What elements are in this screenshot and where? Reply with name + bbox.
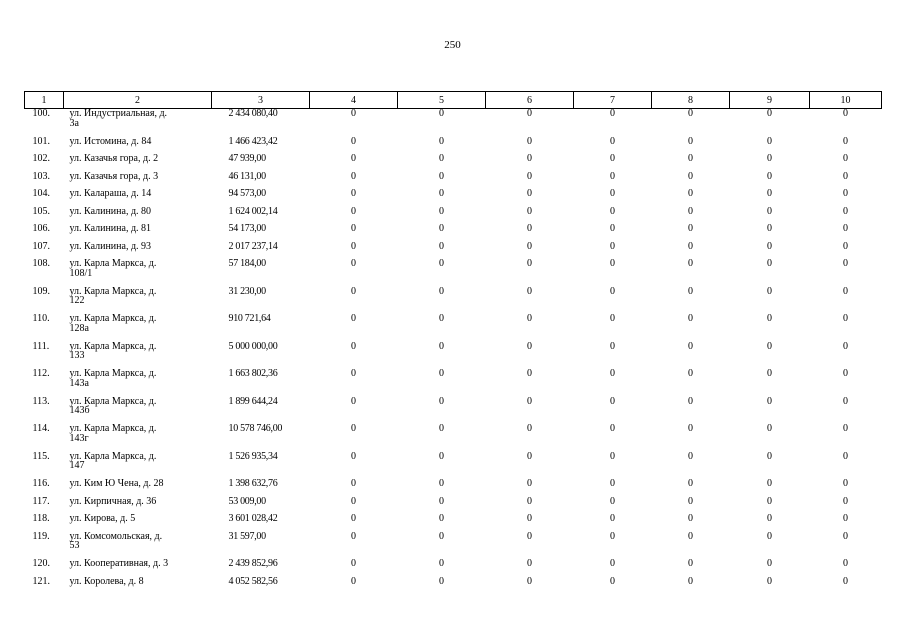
amount-cell: 2 017 237,14 bbox=[228, 240, 278, 252]
value-cell-6: 0 bbox=[527, 423, 532, 434]
value-cell-10: 0 bbox=[843, 285, 848, 297]
value-cell-7: 0 bbox=[610, 395, 615, 407]
value-cell-7: 0 bbox=[610, 495, 615, 507]
table-row bbox=[25, 342, 882, 370]
table-row bbox=[25, 532, 882, 560]
value-cell-10: 0 bbox=[843, 513, 848, 524]
value-cell-5: 0 bbox=[439, 478, 444, 489]
value-cell-9: 0 bbox=[767, 258, 772, 269]
row-number: 100. bbox=[32, 108, 50, 119]
value-cell-4: 0 bbox=[351, 205, 356, 217]
value-cell-10: 0 bbox=[843, 240, 848, 252]
value-cell-6: 0 bbox=[527, 478, 532, 489]
value-cell-10: 0 bbox=[843, 395, 848, 407]
value-cell-7: 0 bbox=[610, 108, 615, 119]
amount-cell: 47 939,00 bbox=[228, 153, 266, 164]
value-cell-10: 0 bbox=[843, 313, 848, 324]
value-cell-9: 0 bbox=[767, 478, 772, 489]
value-cell-8: 0 bbox=[688, 513, 693, 524]
address-cell bbox=[64, 497, 212, 515]
address-line: ул. Королева, д. 8 bbox=[69, 575, 144, 587]
value-cell-6: 0 bbox=[527, 205, 532, 217]
value-cell-9: 0 bbox=[767, 285, 772, 297]
value-cell-6: 0 bbox=[527, 285, 532, 297]
address-line: ул. Карла Маркса, д. bbox=[69, 423, 157, 434]
value-cell-10: 0 bbox=[843, 188, 848, 199]
value-cell-5: 0 bbox=[439, 108, 444, 119]
value-cell-5: 0 bbox=[439, 495, 444, 507]
column-header-1: 1 bbox=[25, 92, 64, 109]
value-cell-4: 0 bbox=[351, 513, 356, 524]
table-row bbox=[25, 314, 882, 342]
value-cell-8: 0 bbox=[688, 108, 693, 119]
value-cell-9: 0 bbox=[767, 188, 772, 199]
value-cell-6: 0 bbox=[527, 450, 532, 462]
value-cell-4: 0 bbox=[351, 240, 356, 252]
address-line: ул. Индустриальная, д. bbox=[69, 108, 168, 119]
value-cell-6: 0 bbox=[527, 135, 532, 147]
value-cell-4: 0 bbox=[351, 108, 356, 119]
value-cell-10: 0 bbox=[843, 108, 848, 119]
row-number: 106. bbox=[32, 223, 50, 234]
address-cell bbox=[64, 172, 212, 190]
value-cell-10: 0 bbox=[843, 575, 848, 587]
address-line: ул. Карла Маркса, д. bbox=[69, 313, 157, 324]
value-cell-4: 0 bbox=[351, 313, 356, 324]
address-line: 133 bbox=[69, 350, 85, 361]
table-row bbox=[25, 452, 882, 480]
value-cell-7: 0 bbox=[610, 205, 615, 217]
value-cell-6: 0 bbox=[527, 313, 532, 324]
value-cell-7: 0 bbox=[610, 135, 615, 147]
row-number: 101. bbox=[32, 135, 50, 147]
value-cell-6: 0 bbox=[527, 223, 532, 234]
amount-cell: 4 052 582,56 bbox=[228, 575, 278, 587]
value-cell-9: 0 bbox=[767, 340, 772, 352]
table-row bbox=[25, 207, 882, 225]
value-cell-6: 0 bbox=[527, 188, 532, 199]
amount-cell: 31 230,00 bbox=[228, 285, 266, 297]
value-cell-7: 0 bbox=[610, 478, 615, 489]
table-row bbox=[25, 479, 882, 497]
value-cell-5: 0 bbox=[439, 258, 444, 269]
value-cell-9: 0 bbox=[767, 575, 772, 587]
row-number: 117. bbox=[32, 495, 50, 507]
address-line: 143г bbox=[69, 432, 89, 444]
value-cell-9: 0 bbox=[767, 205, 772, 217]
value-cell-9: 0 bbox=[767, 558, 772, 569]
value-cell-9: 0 bbox=[767, 395, 772, 407]
value-cell-8: 0 bbox=[688, 558, 693, 569]
value-cell-6: 0 bbox=[527, 558, 532, 569]
table-row bbox=[25, 154, 882, 172]
address-line: 108/1 bbox=[69, 267, 93, 279]
column-header-5: 5 bbox=[398, 92, 486, 109]
value-cell-10: 0 bbox=[843, 530, 848, 542]
address-line: 128а bbox=[69, 322, 89, 334]
value-cell-4: 0 bbox=[351, 478, 356, 489]
column-header-2: 2 bbox=[64, 92, 212, 109]
row-number: 113. bbox=[32, 395, 50, 407]
table-row bbox=[25, 424, 882, 452]
column-header-8: 8 bbox=[652, 92, 730, 109]
value-cell-8: 0 bbox=[688, 395, 693, 407]
value-cell-8: 0 bbox=[688, 135, 693, 147]
value-cell-7: 0 bbox=[610, 223, 615, 234]
value-cell-5: 0 bbox=[439, 313, 444, 324]
address-cell bbox=[64, 559, 212, 577]
address-line: ул. Карла Маркса, д. bbox=[69, 395, 157, 407]
value-cell-7: 0 bbox=[610, 188, 615, 199]
row-number: 116. bbox=[32, 478, 50, 489]
value-cell-10: 0 bbox=[843, 153, 848, 164]
value-cell-5: 0 bbox=[439, 558, 444, 569]
value-cell-4: 0 bbox=[351, 285, 356, 297]
address-line: ул. Калинина, д. 93 bbox=[69, 240, 152, 252]
address-cell bbox=[64, 577, 212, 595]
value-cell-10: 0 bbox=[843, 495, 848, 507]
amount-cell: 1 526 935,34 bbox=[228, 450, 278, 462]
column-header-7: 7 bbox=[574, 92, 652, 109]
value-cell-8: 0 bbox=[688, 240, 693, 252]
address-cell bbox=[64, 207, 212, 225]
value-cell-10: 0 bbox=[843, 223, 848, 234]
value-cell-9: 0 bbox=[767, 423, 772, 434]
address-cell bbox=[64, 224, 212, 242]
row-number: 114. bbox=[32, 423, 50, 434]
address-line: ул. Карла Маркса, д. bbox=[69, 450, 157, 462]
address-cell bbox=[64, 137, 212, 155]
amount-cell: 1 663 802,36 bbox=[228, 368, 278, 379]
value-cell-6: 0 bbox=[527, 513, 532, 524]
address-line: ул. Истомина, д. 84 bbox=[69, 135, 152, 147]
value-cell-10: 0 bbox=[843, 478, 848, 489]
value-cell-6: 0 bbox=[527, 170, 532, 182]
amount-cell: 31 597,00 bbox=[228, 530, 266, 542]
table-row bbox=[25, 287, 882, 315]
value-cell-4: 0 bbox=[351, 558, 356, 569]
value-cell-5: 0 bbox=[439, 170, 444, 182]
amount-cell: 46 131,00 bbox=[228, 170, 266, 182]
value-cell-7: 0 bbox=[610, 558, 615, 569]
value-cell-8: 0 bbox=[688, 258, 693, 269]
table-row bbox=[25, 189, 882, 207]
value-cell-4: 0 bbox=[351, 223, 356, 234]
address-line: ул. Кооперативная, д. 3 bbox=[69, 558, 169, 569]
address-cell bbox=[64, 342, 212, 370]
value-cell-4: 0 bbox=[351, 575, 356, 587]
value-cell-4: 0 bbox=[351, 258, 356, 269]
value-cell-10: 0 bbox=[843, 170, 848, 182]
row-number: 107. bbox=[32, 240, 50, 252]
row-number: 108. bbox=[32, 258, 50, 269]
value-cell-4: 0 bbox=[351, 530, 356, 542]
table-row bbox=[25, 577, 882, 595]
value-cell-9: 0 bbox=[767, 495, 772, 507]
address-line: ул. Комсомольская, д. bbox=[69, 530, 163, 542]
table-row bbox=[25, 224, 882, 242]
value-cell-5: 0 bbox=[439, 285, 444, 297]
value-cell-7: 0 bbox=[610, 170, 615, 182]
address-cell bbox=[64, 369, 212, 397]
value-cell-5: 0 bbox=[439, 223, 444, 234]
address-line: ул. Калараша, д. 14 bbox=[69, 188, 152, 199]
amount-cell: 2 434 080,40 bbox=[228, 108, 278, 119]
row-number: 111. bbox=[32, 340, 50, 352]
row-number: 110. bbox=[32, 313, 50, 324]
amount-cell: 1 624 002,14 bbox=[228, 205, 278, 217]
address-line: 122 bbox=[69, 295, 85, 306]
value-cell-4: 0 bbox=[351, 368, 356, 379]
value-cell-8: 0 bbox=[688, 423, 693, 434]
value-cell-4: 0 bbox=[351, 170, 356, 182]
value-cell-8: 0 bbox=[688, 530, 693, 542]
value-cell-5: 0 bbox=[439, 530, 444, 542]
table-row bbox=[25, 369, 882, 397]
value-cell-5: 0 bbox=[439, 153, 444, 164]
row-number: 103. bbox=[32, 170, 50, 182]
value-cell-5: 0 bbox=[439, 135, 444, 147]
table-row bbox=[25, 514, 882, 532]
row-number: 118. bbox=[32, 513, 50, 524]
address-line: ул. Калинина, д. 80 bbox=[69, 205, 152, 217]
column-header-9: 9 bbox=[730, 92, 810, 109]
table-header-row bbox=[25, 92, 882, 109]
value-cell-4: 0 bbox=[351, 153, 356, 164]
value-cell-8: 0 bbox=[688, 495, 693, 507]
row-number: 109. bbox=[32, 285, 50, 297]
value-cell-6: 0 bbox=[527, 240, 532, 252]
table-row bbox=[25, 559, 882, 577]
address-line: 3а bbox=[69, 117, 79, 129]
table-row bbox=[25, 242, 882, 260]
value-cell-10: 0 bbox=[843, 368, 848, 379]
address-line: ул. Кирпичная, д. 36 bbox=[69, 495, 157, 507]
value-cell-4: 0 bbox=[351, 188, 356, 199]
value-cell-9: 0 bbox=[767, 313, 772, 324]
amount-cell: 10 578 746,00 bbox=[228, 423, 283, 434]
value-cell-7: 0 bbox=[610, 450, 615, 462]
column-header-10: 10 bbox=[810, 92, 882, 109]
value-cell-10: 0 bbox=[843, 205, 848, 217]
value-cell-4: 0 bbox=[351, 135, 356, 147]
address-line: ул. Казачья гора, д. 3 bbox=[69, 170, 159, 182]
value-cell-5: 0 bbox=[439, 513, 444, 524]
address-line: ул. Калинина, д. 81 bbox=[69, 223, 152, 234]
value-cell-7: 0 bbox=[610, 153, 615, 164]
address-line: ул. Казачья гора, д. 2 bbox=[69, 153, 159, 164]
value-cell-8: 0 bbox=[688, 285, 693, 297]
value-cell-5: 0 bbox=[439, 368, 444, 379]
value-cell-9: 0 bbox=[767, 135, 772, 147]
amount-cell: 1 466 423,42 bbox=[228, 135, 278, 147]
table-row bbox=[25, 497, 882, 515]
value-cell-8: 0 bbox=[688, 340, 693, 352]
table-row bbox=[25, 109, 882, 137]
amount-cell: 910 721,64 bbox=[228, 313, 271, 324]
value-cell-8: 0 bbox=[688, 575, 693, 587]
amount-cell: 1 398 632,76 bbox=[228, 478, 278, 489]
value-cell-9: 0 bbox=[767, 153, 772, 164]
value-cell-9: 0 bbox=[767, 450, 772, 462]
address-line: ул. Карла Маркса, д. bbox=[69, 340, 157, 352]
address-line: 143б bbox=[69, 405, 90, 416]
value-cell-8: 0 bbox=[688, 170, 693, 182]
value-cell-7: 0 bbox=[610, 258, 615, 269]
address-line: ул. Кирова, д. 5 bbox=[69, 513, 136, 524]
value-cell-7: 0 bbox=[610, 285, 615, 297]
value-cell-4: 0 bbox=[351, 340, 356, 352]
value-cell-6: 0 bbox=[527, 340, 532, 352]
value-cell-4: 0 bbox=[351, 450, 356, 462]
row-number: 105. bbox=[32, 205, 50, 217]
value-cell-6: 0 bbox=[527, 368, 532, 379]
column-header-6: 6 bbox=[486, 92, 574, 109]
column-header-4: 4 bbox=[310, 92, 398, 109]
value-cell-6: 0 bbox=[527, 153, 532, 164]
amount-cell: 5 000 000,00 bbox=[228, 340, 278, 352]
table-row bbox=[25, 397, 882, 425]
address-line: ул. Карла Маркса, д. bbox=[69, 258, 157, 269]
address-cell bbox=[64, 314, 212, 342]
value-cell-7: 0 bbox=[610, 340, 615, 352]
table-row bbox=[25, 137, 882, 155]
value-cell-8: 0 bbox=[688, 223, 693, 234]
table-row bbox=[25, 172, 882, 190]
address-cell bbox=[64, 287, 212, 315]
value-cell-9: 0 bbox=[767, 513, 772, 524]
row-number: 102. bbox=[32, 153, 50, 164]
value-cell-5: 0 bbox=[439, 188, 444, 199]
value-cell-4: 0 bbox=[351, 495, 356, 507]
value-cell-8: 0 bbox=[688, 313, 693, 324]
value-cell-5: 0 bbox=[439, 423, 444, 434]
value-cell-8: 0 bbox=[688, 153, 693, 164]
row-number: 120. bbox=[32, 558, 50, 569]
address-line: ул. Карла Маркса, д. bbox=[69, 285, 157, 297]
value-cell-6: 0 bbox=[527, 395, 532, 407]
table-row bbox=[25, 259, 882, 287]
value-cell-6: 0 bbox=[527, 108, 532, 119]
value-cell-7: 0 bbox=[610, 313, 615, 324]
amount-cell: 94 573,00 bbox=[228, 188, 266, 199]
value-cell-9: 0 bbox=[767, 368, 772, 379]
value-cell-5: 0 bbox=[439, 450, 444, 462]
row-number: 104. bbox=[32, 188, 50, 199]
value-cell-9: 0 bbox=[767, 108, 772, 119]
data-table bbox=[24, 91, 882, 594]
address-line: ул. Ким Ю Чена, д. 28 bbox=[69, 478, 164, 489]
value-cell-9: 0 bbox=[767, 240, 772, 252]
value-cell-8: 0 bbox=[688, 205, 693, 217]
value-cell-7: 0 bbox=[610, 530, 615, 542]
value-cell-7: 0 bbox=[610, 575, 615, 587]
value-cell-5: 0 bbox=[439, 340, 444, 352]
value-cell-6: 0 bbox=[527, 495, 532, 507]
address-cell bbox=[64, 452, 212, 480]
address-cell bbox=[64, 109, 212, 137]
value-cell-8: 0 bbox=[688, 478, 693, 489]
value-cell-4: 0 bbox=[351, 395, 356, 407]
address-cell bbox=[64, 514, 212, 532]
address-cell bbox=[64, 397, 212, 425]
address-cell bbox=[64, 479, 212, 497]
column-header-3: 3 bbox=[212, 92, 310, 109]
address-line: 147 bbox=[69, 460, 85, 471]
page-number: 250 bbox=[444, 39, 461, 51]
value-cell-6: 0 bbox=[527, 575, 532, 587]
amount-cell: 3 601 028,42 bbox=[228, 513, 278, 524]
value-cell-6: 0 bbox=[527, 258, 532, 269]
address-cell bbox=[64, 242, 212, 260]
value-cell-5: 0 bbox=[439, 240, 444, 252]
address-cell bbox=[64, 532, 212, 560]
value-cell-6: 0 bbox=[527, 530, 532, 542]
row-number: 115. bbox=[32, 450, 50, 462]
amount-cell: 1 899 644,24 bbox=[228, 395, 278, 407]
value-cell-9: 0 bbox=[767, 530, 772, 542]
value-cell-5: 0 bbox=[439, 575, 444, 587]
value-cell-8: 0 bbox=[688, 188, 693, 199]
value-cell-9: 0 bbox=[767, 223, 772, 234]
row-number: 112. bbox=[32, 368, 50, 379]
value-cell-10: 0 bbox=[843, 135, 848, 147]
address-cell bbox=[64, 424, 212, 452]
address-cell bbox=[64, 189, 212, 207]
value-cell-7: 0 bbox=[610, 423, 615, 434]
value-cell-7: 0 bbox=[610, 368, 615, 379]
value-cell-5: 0 bbox=[439, 395, 444, 407]
value-cell-10: 0 bbox=[843, 258, 848, 269]
amount-cell: 54 173,00 bbox=[228, 223, 266, 234]
value-cell-9: 0 bbox=[767, 170, 772, 182]
amount-cell: 53 009,00 bbox=[228, 495, 266, 507]
address-cell bbox=[64, 154, 212, 172]
row-number: 121. bbox=[32, 575, 50, 587]
value-cell-10: 0 bbox=[843, 558, 848, 569]
value-cell-7: 0 bbox=[610, 240, 615, 252]
address-line: ул. Карла Маркса, д. bbox=[69, 368, 157, 379]
row-number: 119. bbox=[32, 530, 50, 542]
value-cell-8: 0 bbox=[688, 368, 693, 379]
value-cell-8: 0 bbox=[688, 450, 693, 462]
value-cell-4: 0 bbox=[351, 423, 356, 434]
value-cell-5: 0 bbox=[439, 205, 444, 217]
address-line: 53 bbox=[69, 540, 80, 551]
amount-cell: 2 439 852,96 bbox=[228, 558, 278, 569]
address-line: 143а bbox=[69, 377, 89, 389]
amount-cell: 57 184,00 bbox=[228, 258, 266, 269]
value-cell-10: 0 bbox=[843, 340, 848, 352]
value-cell-10: 0 bbox=[843, 423, 848, 434]
value-cell-10: 0 bbox=[843, 450, 848, 462]
value-cell-7: 0 bbox=[610, 513, 615, 524]
address-cell bbox=[64, 259, 212, 287]
